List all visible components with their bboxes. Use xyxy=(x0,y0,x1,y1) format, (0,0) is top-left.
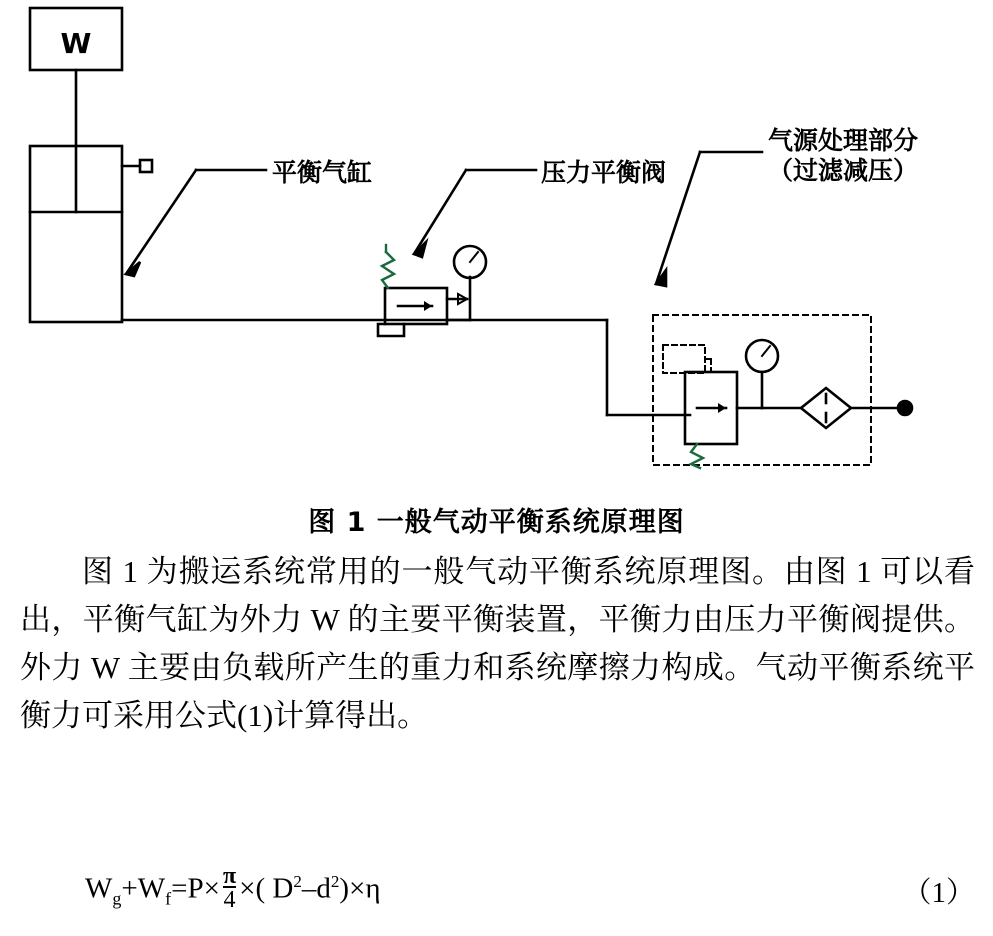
formula-equals: =P× xyxy=(171,872,220,905)
label-air-preparation xyxy=(768,126,918,185)
formula-rhs: ×( D xyxy=(239,872,294,905)
label-air-preparation-line2: （过滤减压） xyxy=(768,155,919,185)
label-balance-cylinder: 平衡气缸 xyxy=(272,158,373,187)
load-box-label: W xyxy=(60,27,92,60)
body-text xyxy=(20,548,975,740)
leader-cylinder-d xyxy=(126,170,196,274)
cylinder-vent-port xyxy=(140,160,152,172)
leader-valve-d xyxy=(414,170,466,254)
formula-fraction-denominator: 4 xyxy=(223,887,236,913)
regulator-flow-arrow xyxy=(718,403,726,413)
formula-rhs-end: )×η xyxy=(339,872,381,905)
air-source-port xyxy=(898,401,912,415)
formula-rhs-mid: –d xyxy=(301,872,331,905)
gauge-1-needle xyxy=(470,252,478,262)
figure-caption: 图 1 一般气动平衡系统原理图 xyxy=(308,507,685,538)
formula-wg: W xyxy=(85,872,113,905)
valve-spring xyxy=(382,252,394,288)
formula-plus: + xyxy=(121,872,138,905)
formula-wf: W xyxy=(137,872,166,905)
valve-flow-arrow-head xyxy=(424,301,432,311)
formula-dsmall-sup: 2 xyxy=(330,872,340,891)
label-pressure-balance-valve: 压力平衡阀 xyxy=(541,158,667,187)
formula-wg-sub: g xyxy=(112,888,122,909)
formula-row xyxy=(0,863,993,936)
label-air-preparation-line1: 气源处理部分 xyxy=(768,126,919,155)
formula-d-sup: 2 xyxy=(293,872,302,891)
formula-expression xyxy=(85,863,381,914)
equation-number: （1） xyxy=(902,877,975,909)
formula-wf-sub: f xyxy=(165,888,172,909)
regulator-pilot-box xyxy=(663,345,705,373)
valve-feedback-loop xyxy=(378,324,404,336)
formula-fraction xyxy=(222,863,237,913)
formula-fraction-numerator: π xyxy=(222,863,237,889)
body-paragraph: 图 1 为搬运系统常用的一般气动平衡系统原理图。由图 1 可以看出，平衡气缸为外力 W 的主要平衡装置，平衡力由压力平衡阀提供。外力 W 主要由负载所产生的重力和系统摩擦力构成。气动平衡系统平衡力可采用公式(1)计算得出。 xyxy=(20,554,975,733)
gauge-2-needle xyxy=(762,346,770,356)
